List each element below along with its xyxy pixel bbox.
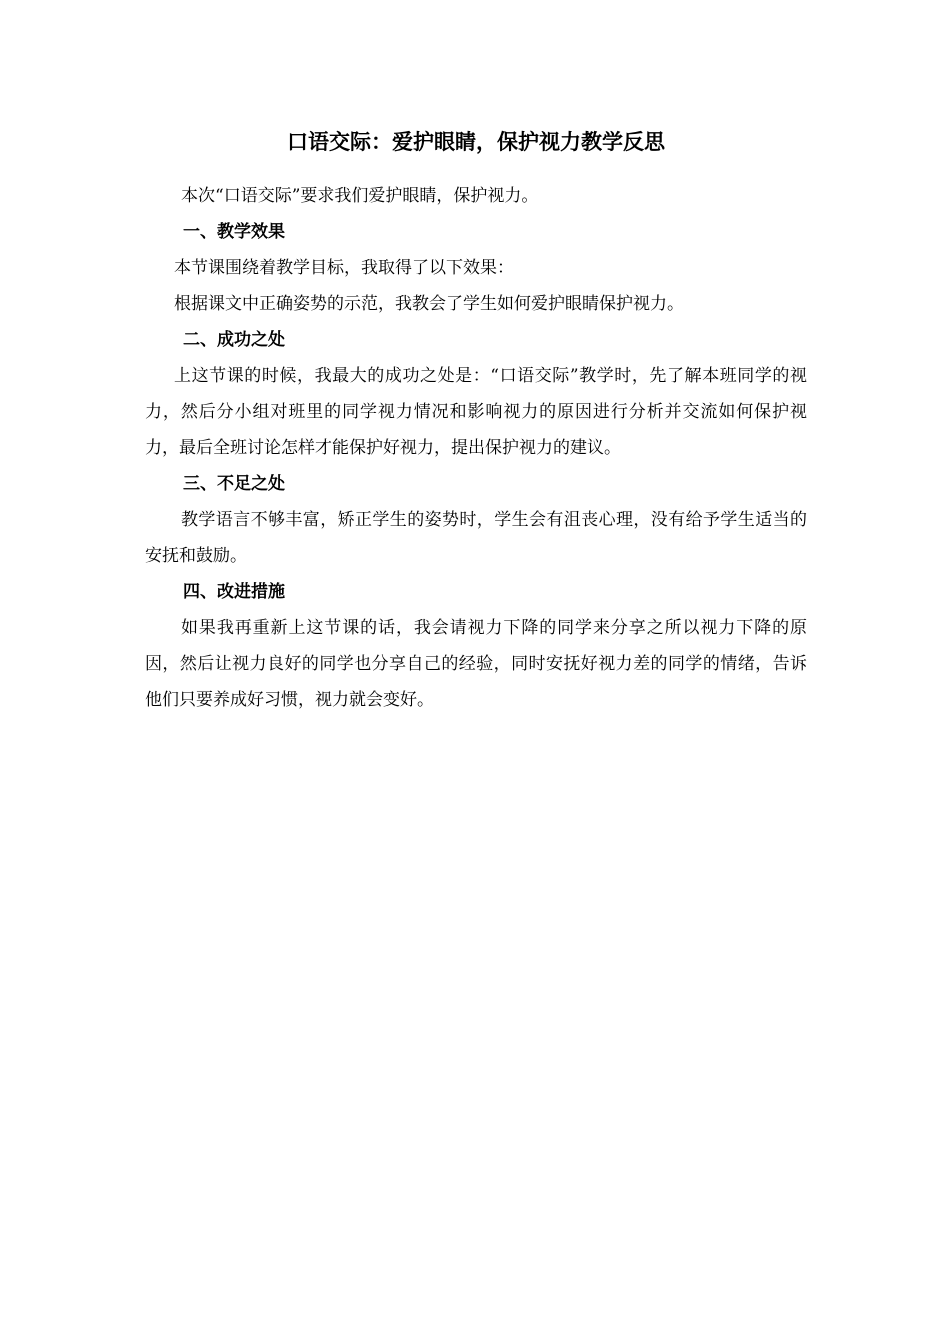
- section-paragraph: 教学语言不够丰富，矫正学生的姿势时，学生会有沮丧心理，没有给予学生适当的安抚和鼓励。: [145, 510, 807, 566]
- document-title: 口语交际：爱护眼睛，保护视力教学反思: [287, 130, 665, 154]
- intro-paragraph: 本次“口语交际”要求我们爱护眼睛，保护视力。: [181, 186, 539, 206]
- section-paragraph: 如果我再重新上这节课的话，我会请视力下降的同学来分享之所以视力下降的原因，然后让视力良好的同学也分享自己的经验，同时安抚好视力差的同学的情绪，告诉他们只要养成好习惯，视力就会变好。: [145, 618, 807, 710]
- section-paragraph: 上这节课的时候，我最大的成功之处是：“口语交际”教学时，先了解本班同学的视力，然后分小组对班里的同学视力情况和影响视力的原因进行分析并交流如何保护视力，最后全班讨论怎样才能保护好视力，提出保护视力的建议。: [145, 366, 807, 458]
- section-paragraph: 本节课围绕着教学目标，我取得了以下效果：: [174, 258, 514, 278]
- section-heading-improvements: 四、改进措施: [183, 582, 285, 602]
- section-heading-teaching-effect: 一、教学效果: [183, 222, 285, 242]
- section-heading-successes: 二、成功之处: [183, 330, 285, 350]
- document-page: [145, 124, 807, 718]
- section-heading-shortcomings: 三、不足之处: [183, 474, 285, 494]
- section-paragraph: 根据课文中正确姿势的示范，我教会了学生如何爱护眼睛保护视力。: [174, 294, 684, 314]
